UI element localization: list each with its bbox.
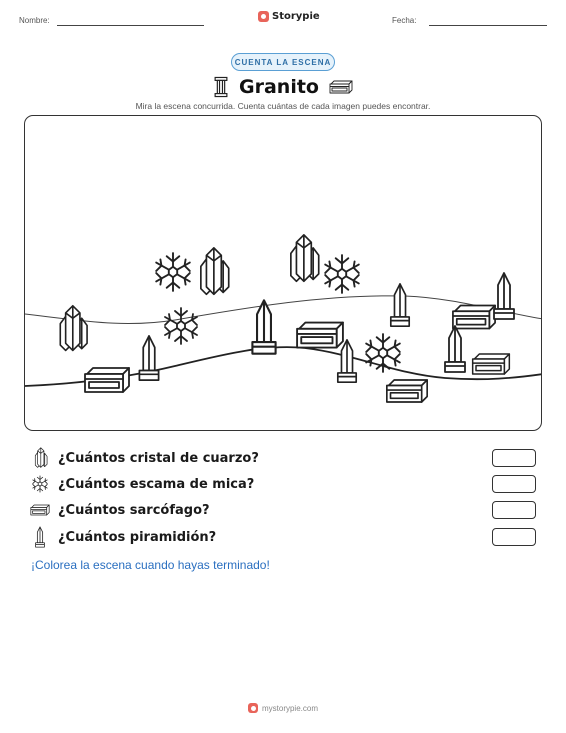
brand: [258, 11, 320, 22]
question-text: ¿Cuántos escama de mica?: [58, 476, 255, 492]
activity-badge: CUENTA LA ESCENA: [231, 53, 335, 71]
mica-flake-icon: [366, 334, 400, 372]
instructions: Mira la escena concurrida. Cuenta cuántas de cada imagen puedes encontrar.: [135, 101, 431, 111]
sarcophagus-icon: [30, 503, 50, 517]
scene-illustration: [25, 116, 542, 431]
sarcophagus-icon: [85, 368, 129, 392]
answer-box-quartz[interactable]: [492, 449, 536, 467]
mica-flake-icon: [165, 308, 197, 344]
counting-scene: [24, 115, 542, 431]
pillar-icon: [213, 76, 229, 98]
pyramidion-icon: [34, 526, 46, 548]
closing-note: ¡Colorea la escena cuando hayas terminado!: [31, 558, 270, 572]
mica-flake-icon: [31, 475, 49, 493]
sarcophagus-icon: [297, 323, 343, 348]
answer-box-mica[interactable]: [492, 475, 536, 493]
quartz-crystal-icon: [291, 235, 319, 281]
date-label: Fecha:: [392, 16, 417, 25]
footer: [0, 703, 566, 713]
question-row-pyramidion: [30, 526, 536, 548]
title-row: [183, 74, 383, 100]
quartz-crystal-icon: [60, 306, 87, 351]
pyramidion-icon: [494, 273, 514, 319]
storypie-logo-icon: [258, 11, 269, 22]
pyramidion-icon: [252, 300, 275, 353]
name-line[interactable]: [57, 25, 204, 26]
question-row-mica: [30, 473, 536, 495]
answer-box-sarcophagus[interactable]: [492, 501, 536, 519]
quartz-crystal-icon: [31, 447, 49, 469]
question-row-quartz: [30, 447, 536, 469]
sarcophagus-icon: [453, 306, 495, 329]
sarcophagus-title-icon: [329, 79, 353, 95]
storypie-logo-icon: [248, 703, 258, 713]
sarcophagus-icon: [473, 354, 510, 374]
mica-flake-icon: [156, 253, 190, 291]
question-row-sarcophagus: [30, 499, 536, 521]
pyramidion-icon: [139, 336, 158, 380]
date-line[interactable]: [429, 25, 547, 26]
quartz-crystal-icon: [201, 248, 229, 294]
question-text: ¿Cuántos cristal de cuarzo?: [58, 450, 259, 466]
pyramidion-icon: [445, 326, 465, 372]
pyramidion-icon: [338, 340, 356, 382]
answer-box-pyramidion[interactable]: [492, 528, 536, 546]
question-text: ¿Cuántos piramidión?: [58, 529, 217, 545]
mica-flake-icon: [325, 255, 359, 293]
footer-url[interactable]: mystorypie.com: [261, 703, 318, 713]
sarcophagus-icon: [387, 380, 427, 402]
brand-text: Storypie: [272, 11, 320, 22]
name-label: Nombre:: [19, 16, 50, 25]
pyramidion-icon: [391, 284, 409, 326]
question-text: ¿Cuántos sarcófago?: [58, 502, 210, 518]
page-title: Granito: [239, 76, 319, 98]
